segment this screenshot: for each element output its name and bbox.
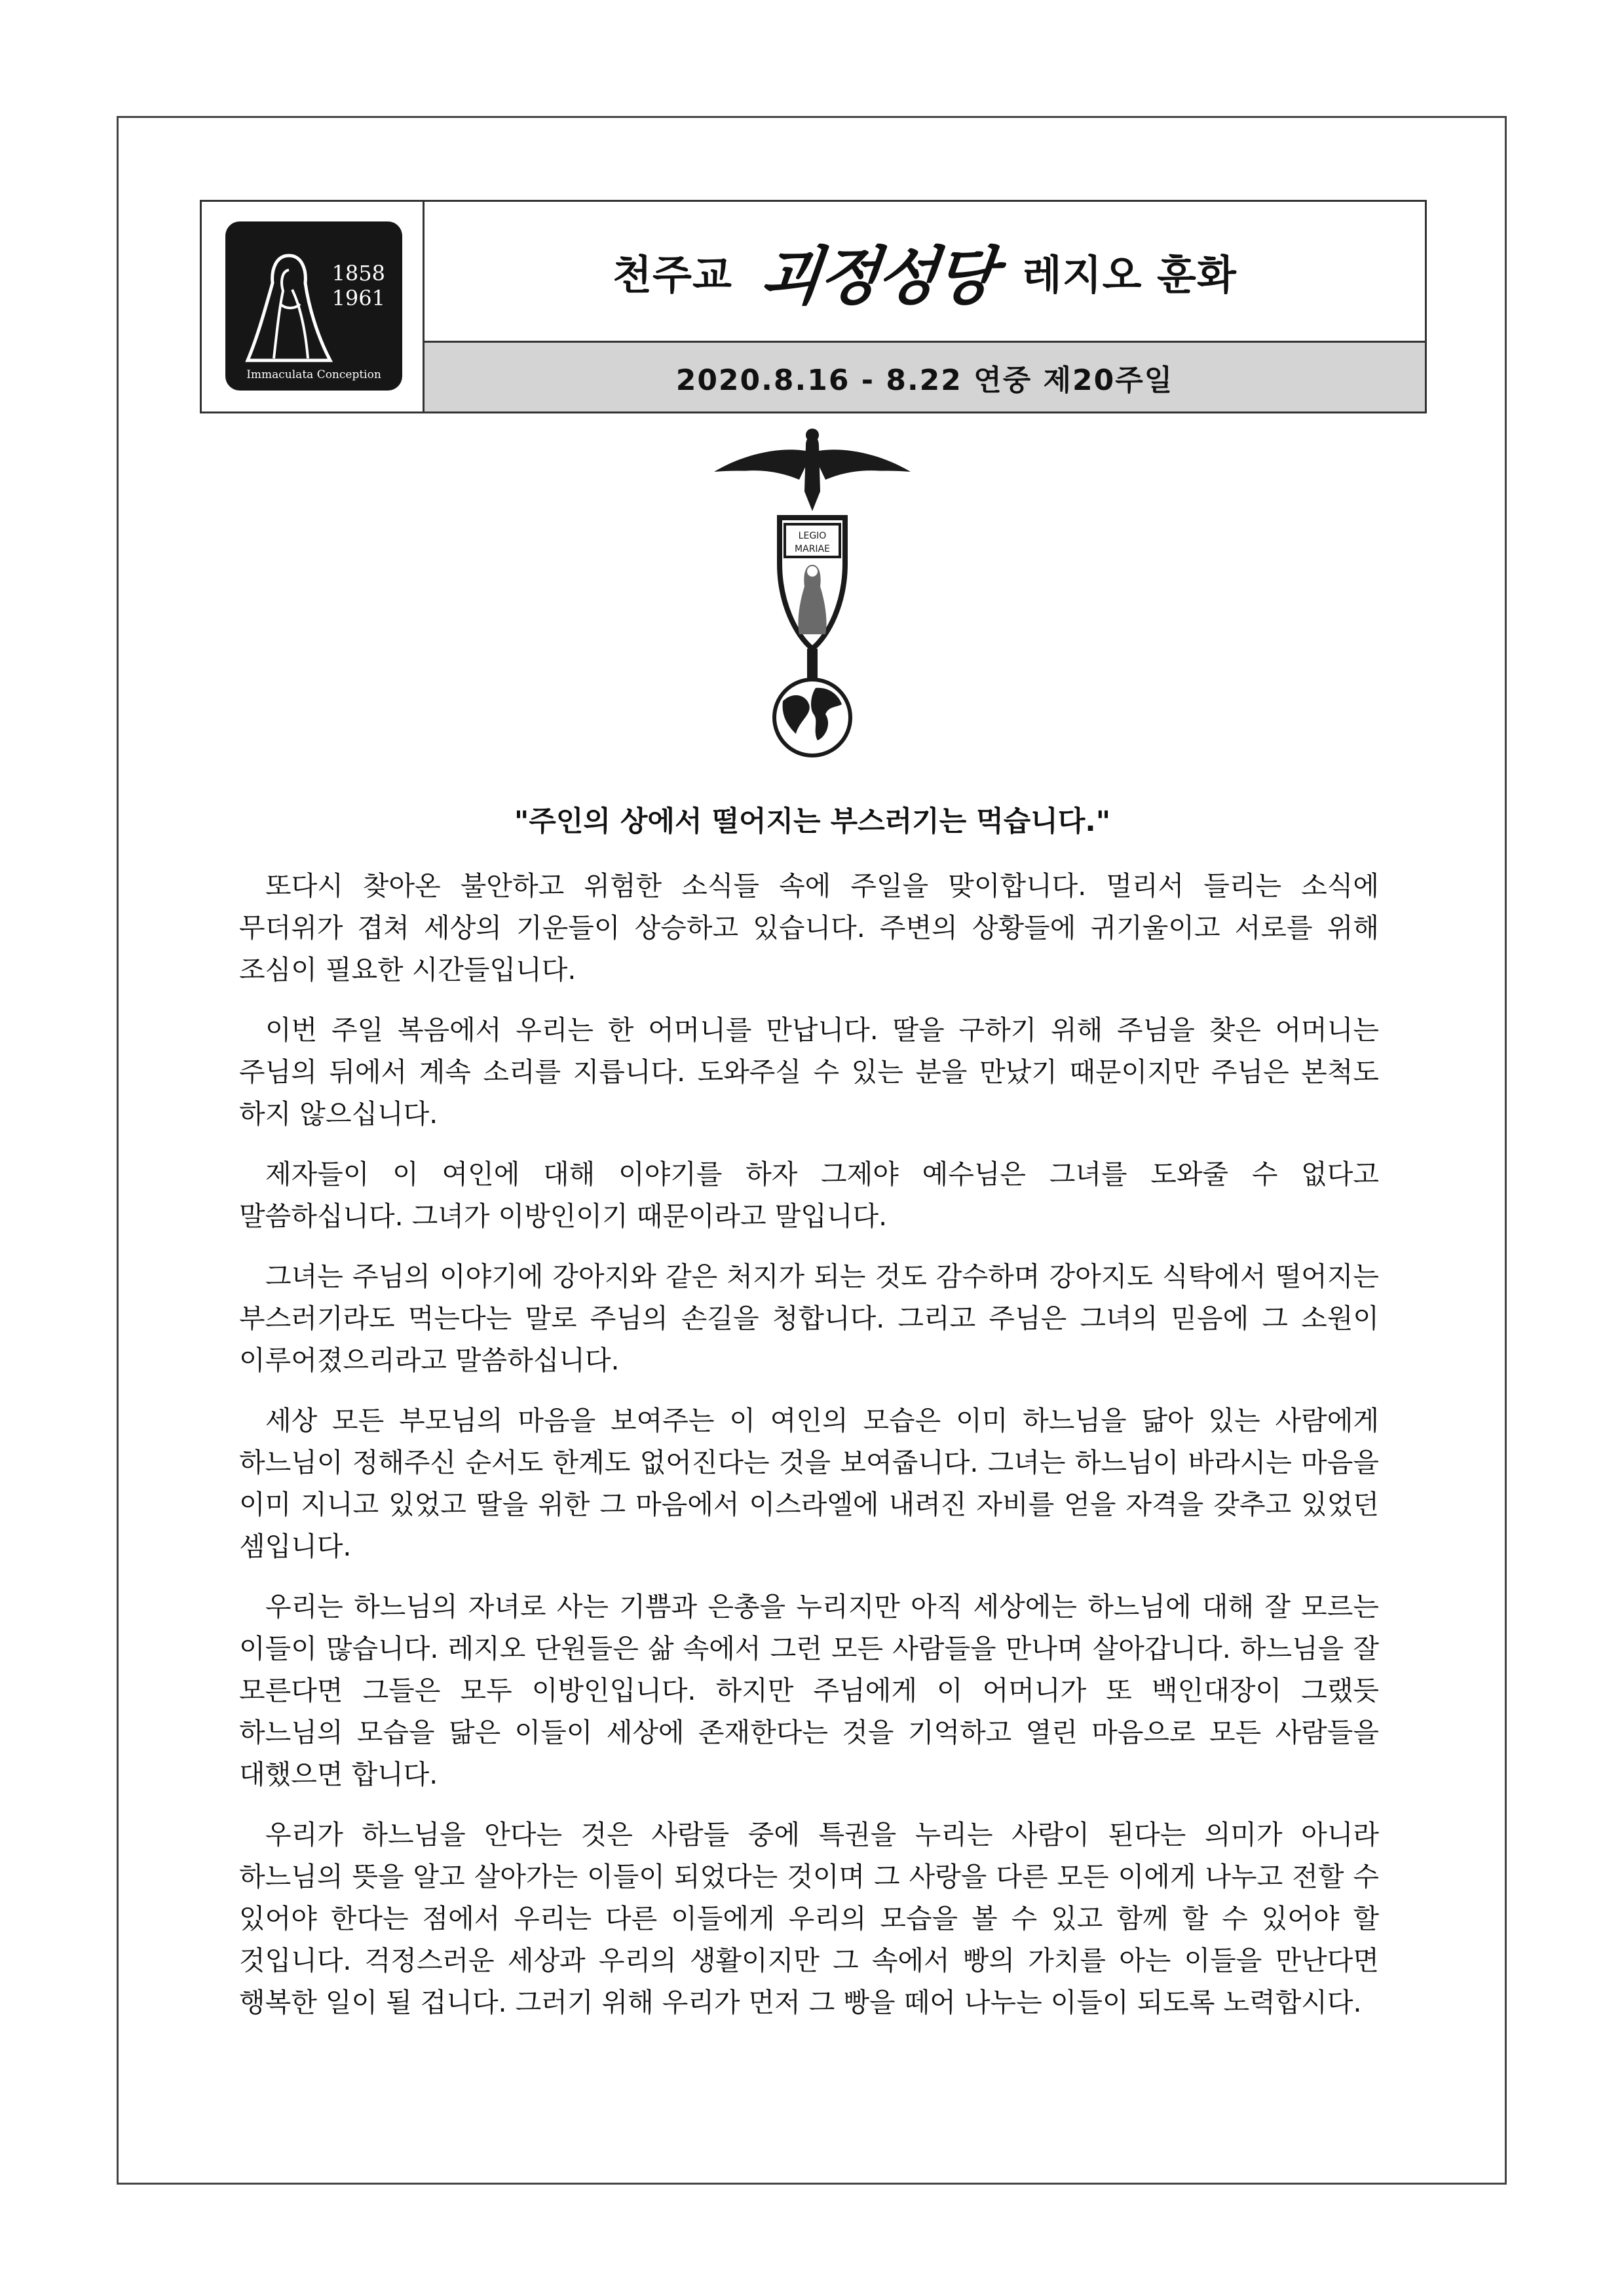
emblem-banner-line2: MARIAE (795, 544, 830, 554)
parish-logo (225, 221, 402, 391)
title-suffix: 레지오 훈화 (1022, 250, 1237, 299)
madonna-figure-icon (240, 244, 338, 368)
paragraph: 제자들이 이 여인에 대해 이야기를 하자 그제야 예수님은 그녀를 도와줄 수 없다고 말씀하십니다. 그녀가 이방인이기 때문이라고 말입니다. (239, 1158, 1379, 1232)
emblem-staff (807, 649, 818, 681)
sermon-body (239, 865, 1379, 2042)
title-prefix: 천주교 (613, 250, 732, 299)
paragraph: 세상 모든 부모님의 마음을 보여주는 이 여인의 모습은 이미 하느님을 닮아 있는 사람에게 하느님이 정해주신 순서도 한계도 없어진다는 것을 보여줍니다. 그녀는 하느님이 바라시는 마음을 이미 지니고 있었고 딸을 위한 그 마음에서 이스라엘에 내려진 자비를 얻을 자격을 갖추고 있었던 셈입니다. (239, 1405, 1379, 1562)
header-box (200, 200, 1427, 413)
logo-year-bottom: 1961 (331, 286, 385, 311)
dove-wings-icon (714, 429, 911, 511)
emblem-banner-line1: LEGIO (798, 531, 827, 541)
title-parish-name: 괴정성당 (757, 239, 997, 313)
logo-cell (202, 202, 425, 411)
logo-year-top: 1858 (331, 261, 385, 286)
title-cell (425, 202, 1425, 343)
globe-icon (774, 679, 850, 756)
date-cell (425, 343, 1425, 411)
paragraph: 그녀는 주님의 이야기에 강아지와 같은 처지가 되는 것도 감수하며 강아지도 식탁에서 떨어지는 부스러기라도 먹는다는 말로 주님의 손길을 청합니다. 그리고 주님은 그녀의 믿음에 그 소원이 이루어졌으리라고 말씀하십니다. (239, 1261, 1379, 1376)
logo-motto: Immaculata Conception (246, 368, 381, 381)
paragraph: 우리는 하느님의 자녀로 사는 기쁨과 은총을 누리지만 아직 세상에는 하느님에 대해 잘 모르는 이들이 많습니다. 레지오 단원들은 삶 속에서 그런 모든 사람들을 만나며 살아갑니다. 하느님을 잘 모른다면 그들은 모두 이방인입니다. 하지만 주님에게 이 어머니가 또 백인대장이 그랬듯 하느님의 모습을 닮은 이들이 세상에 존재한다는 것을 기억하고 열린 마음으로 모든 사람들을 대했으면 합니다. (239, 1591, 1379, 1790)
vexillum-shield (780, 518, 845, 649)
quote-title: "주인의 상에서 떨어지는 부스러기는 먹습니다." (514, 805, 1111, 838)
paragraph: 우리가 하느님을 안다는 것은 사람들 중에 특권을 누리는 사람이 된다는 의미가 아니라 하느님의 뜻을 알고 살아가는 이들이 되었다는 것이며 그 사랑을 다른 모든 이에게 나누고 전할 수 있어야 한다는 점에서 우리는 다른 이들에게 우리의 모습을 볼 수 있고 함께 할 수 있어야 할 것입니다. 걱정스러운 세상과 우리의 생활이지만 그 속에서 빵의 가치를 아는 이들을 만난다면 행복한 일이 될 겁니다. 그러기 위해 우리가 먼저 그 빵을 떼어 나누는 이들이 되도록 노력합시다. (239, 1819, 1379, 2018)
paragraph: 또다시 찾아온 불안하고 위험한 소식들 속에 주일을 맞이합니다. 멀리서 들리는 소식에 무더위가 겹쳐 세상의 기운들이 상승하고 있습니다. 주변의 상황들에 귀기울이고 서로를 위해 조심이 필요한 시간들입니다. (239, 870, 1379, 985)
paragraph: 이번 주일 복음에서 우리는 한 어머니를 만납니다. 딸을 구하기 위해 주님을 찾은 어머니는 주님의 뒤에서 계속 소리를 지릅니다. 도와주실 수 있는 분을 만났기 때문이지만 주님은 본척도 하지 않으십니다. (239, 1014, 1379, 1130)
legio-mariae-emblem (708, 426, 917, 760)
date-line: 2020.8.16 - 8.22 연중 제20주일 (675, 363, 1174, 397)
